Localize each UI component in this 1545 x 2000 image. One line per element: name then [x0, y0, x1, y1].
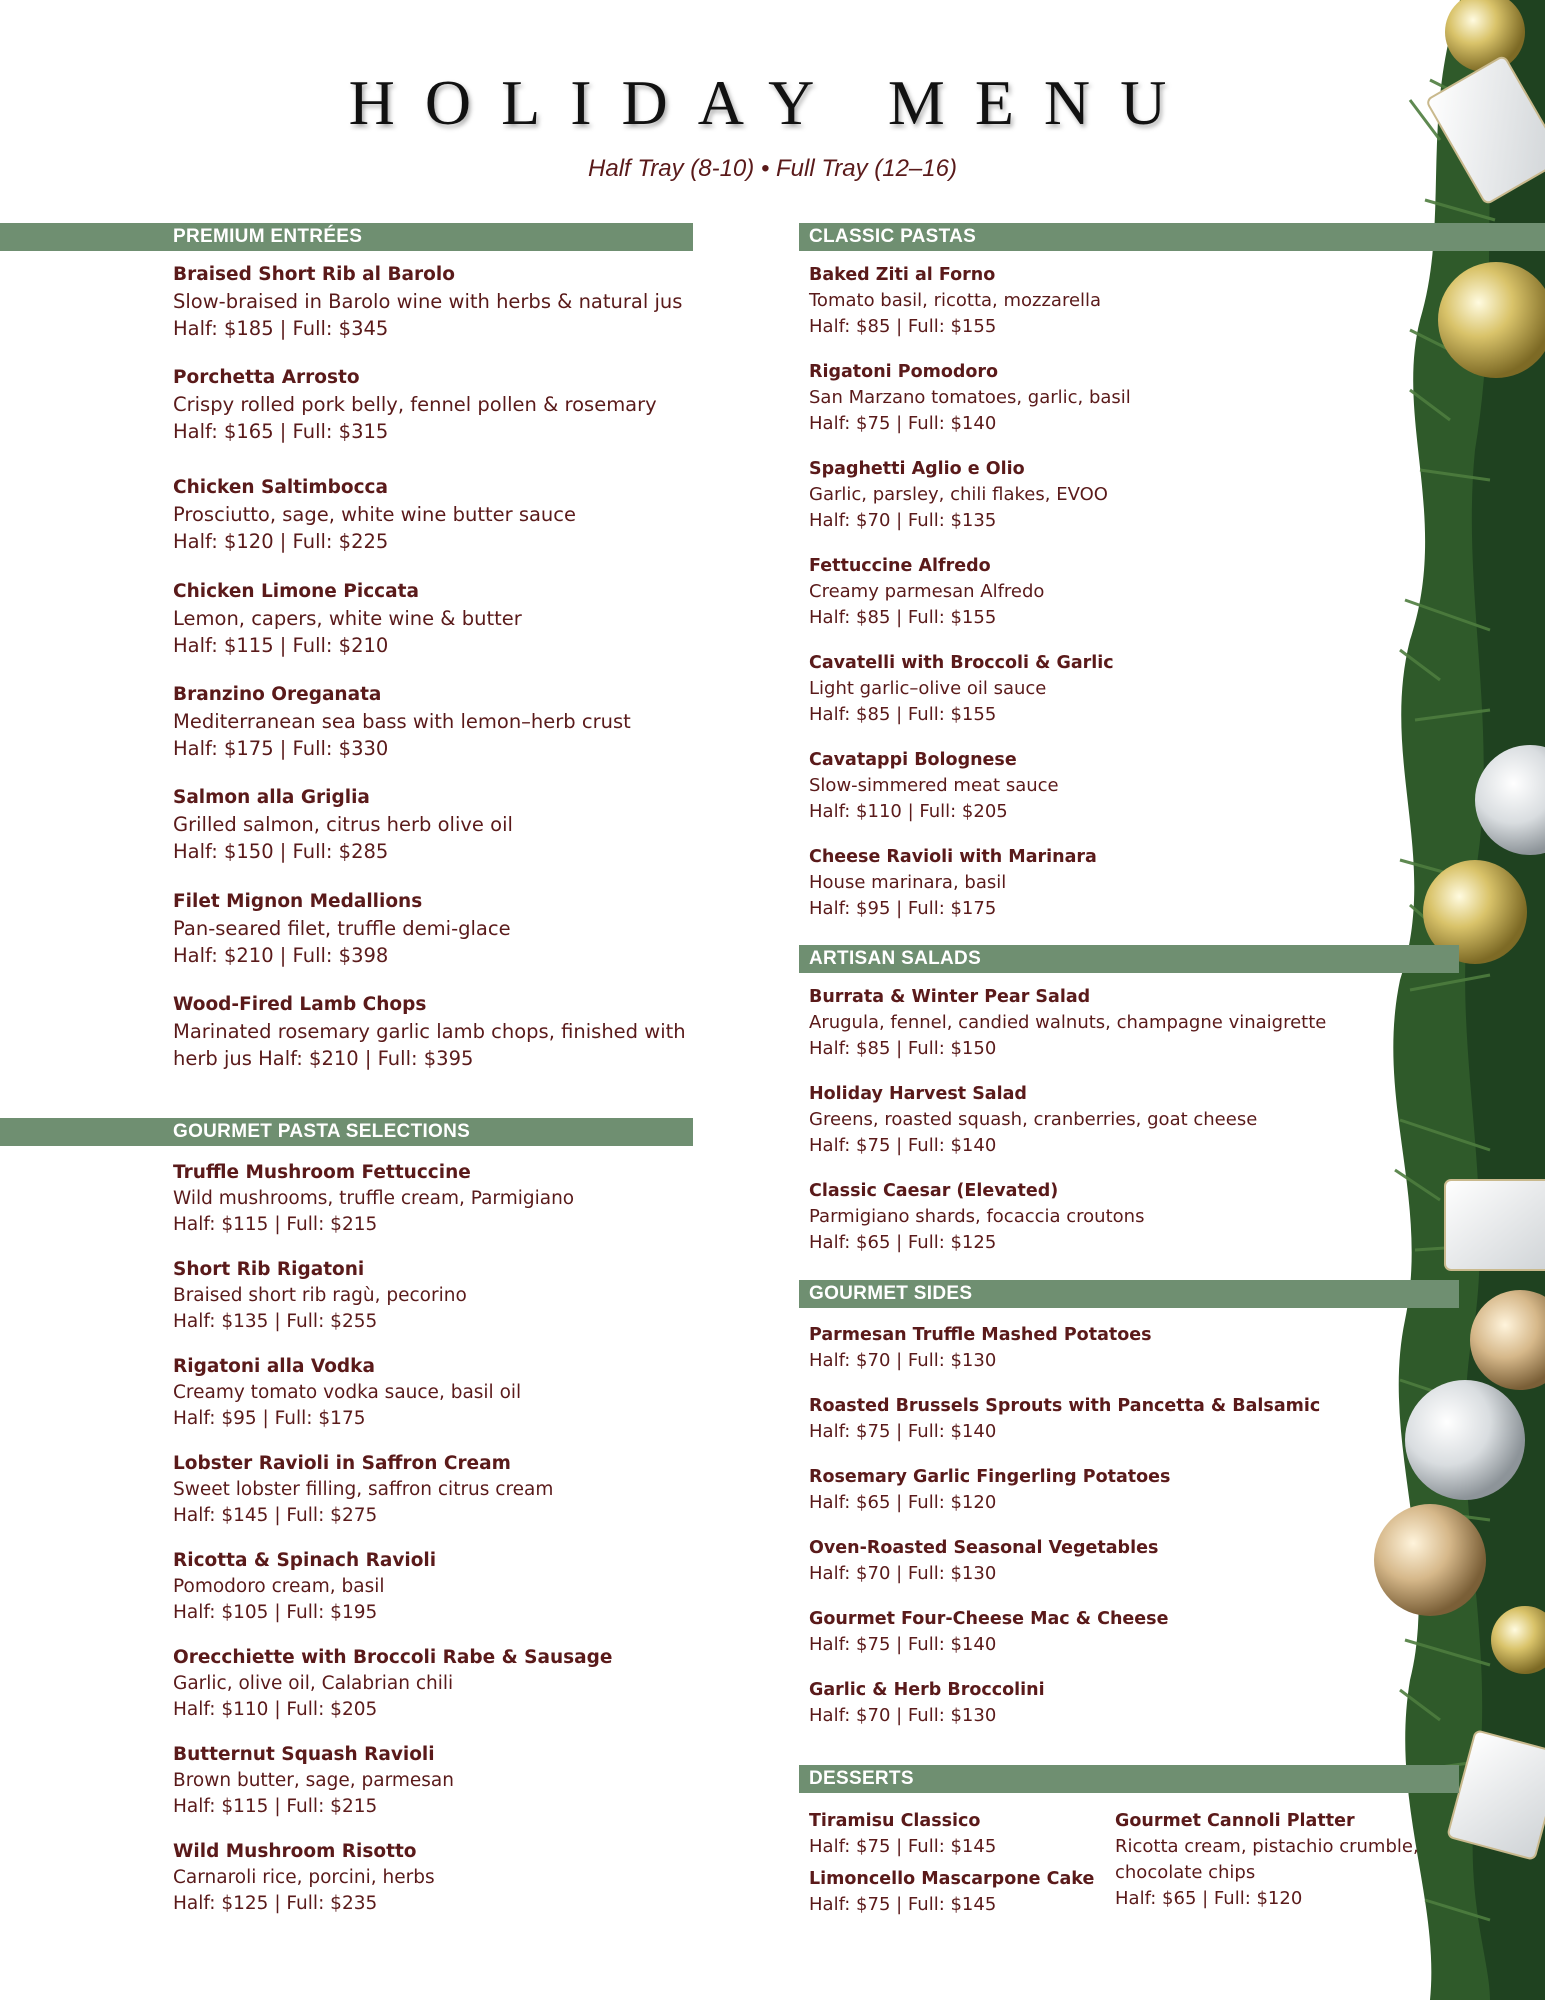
item-price: Half: $75 | Full: $140: [809, 413, 997, 434]
menu-item: [809, 1866, 1094, 1918]
item-name: Oven-Roasted Seasonal Vegetables: [809, 1538, 1159, 1558]
item-price: Half: $120 | Full: $225: [173, 530, 389, 553]
item-price: Half: $65 | Full: $120: [809, 1492, 997, 1513]
section-header-desserts: [799, 1765, 1459, 1793]
item-price: Half: $135 | Full: $255: [173, 1311, 378, 1332]
menu-item: [809, 1535, 1158, 1587]
item-description: Crispy rolled pork belly, fennel pollen & rosemary: [173, 393, 657, 416]
item-price: Half: $175 | Full: $330: [173, 737, 389, 760]
item-name: Wild Mushroom Risotto: [173, 1841, 417, 1862]
item-description: Garlic, olive oil, Calabrian chili: [173, 1673, 454, 1694]
item-description: Creamy tomato vodka sauce, basil oil: [173, 1382, 522, 1403]
item-price: Half: $105 | Full: $195: [173, 1602, 378, 1623]
menu-item: [809, 262, 1101, 340]
item-price: Half: $75 | Full: $145: [809, 1836, 997, 1857]
item-price: Half: $110 | Full: $205: [809, 801, 1008, 822]
item-description: Light garlic–olive oil sauce: [809, 678, 1047, 699]
item-name: Lobster Ravioli in Saffron Cream: [173, 1453, 511, 1474]
menu-item: [809, 1322, 1152, 1374]
item-description: San Marzano tomatoes, garlic, basil: [809, 387, 1131, 408]
item-name: Truffle Mushroom Fettuccine: [173, 1162, 471, 1183]
menu-item: [809, 747, 1059, 825]
item-name: Short Rib Rigatoni: [173, 1259, 365, 1280]
item-name: Rosemary Garlic Fingerling Potatoes: [809, 1467, 1171, 1487]
menu-item: [809, 1081, 1257, 1159]
item-price: Half: $185 | Full: $345: [173, 317, 389, 340]
item-description: chocolate chips: [1115, 1862, 1256, 1883]
item-description: Creamy parmesan Alfredo: [809, 581, 1045, 602]
menu-item: [809, 1464, 1170, 1516]
item-name: Branzino Oreganata: [173, 684, 382, 705]
section-header-classic-pastas: [799, 223, 1545, 251]
item-price: Half: $70 | Full: $130: [809, 1563, 997, 1584]
item-description: Parmigiano shards, focaccia croutons: [809, 1206, 1145, 1227]
item-price: Half: $85 | Full: $155: [809, 704, 997, 725]
menu-item: [809, 1606, 1168, 1658]
item-name: Classic Caesar (Elevated): [809, 1181, 1059, 1201]
item-description: Wild mushrooms, truffle cream, Parmigiano: [173, 1188, 575, 1209]
item-name: Garlic & Herb Broccolini: [809, 1680, 1045, 1700]
item-name: Braised Short Rib al Barolo: [173, 264, 455, 285]
item-description: Slow-simmered meat sauce: [809, 775, 1059, 796]
item-name: Ricotta & Spinach Ravioli: [173, 1550, 437, 1571]
item-name: Rigatoni Pomodoro: [809, 362, 999, 382]
menu-subtitle: Half Tray (8-10) • Full Tray (12–16): [588, 155, 957, 182]
item-name: Baked Ziti al Forno: [809, 265, 996, 285]
menu-item: [809, 984, 1326, 1062]
section-heading-text: DESSERTS: [809, 1768, 914, 1789]
menu-item: [809, 359, 1131, 437]
item-price: Half: $70 | Full: $135: [809, 510, 997, 531]
item-description: Pan-seared filet, truffle demi-glace: [173, 917, 511, 940]
section-heading-text: ARTISAN SALADS: [809, 948, 982, 969]
item-name: Gourmet Four-Cheese Mac & Cheese: [809, 1609, 1169, 1629]
item-name: Parmesan Truffle Mashed Potatoes: [809, 1325, 1152, 1345]
item-name: Wood-Fired Lamb Chops: [173, 994, 427, 1015]
menu-item: [1115, 1808, 1419, 1912]
item-name: Porchetta Arrosto: [173, 367, 360, 388]
menu-item: [809, 1178, 1144, 1256]
section-heading-text: CLASSIC PASTAS: [809, 226, 977, 247]
item-description: Marinated rosemary garlic lamb chops, finished with: [173, 1020, 686, 1043]
item-description: Braised short rib ragù, pecorino: [173, 1285, 467, 1306]
item-description: Brown butter, sage, parmesan: [173, 1770, 454, 1791]
item-price: Half: $75 | Full: $140: [809, 1135, 997, 1156]
item-price: Half: $75 | Full: $140: [809, 1421, 997, 1442]
item-price: Half: $110 | Full: $205: [173, 1699, 378, 1720]
item-name: Cheese Ravioli with Marinara: [809, 847, 1097, 867]
item-name: Spaghetti Aglio e Olio: [809, 459, 1025, 479]
menu-item: [809, 650, 1114, 728]
item-name: Gourmet Cannoli Platter: [1115, 1811, 1355, 1831]
item-name: Salmon alla Griglia: [173, 787, 370, 808]
item-name: Holiday Harvest Salad: [809, 1084, 1027, 1104]
item-name: Filet Mignon Medallions: [173, 891, 423, 912]
item-price: Half: $85 | Full: $150: [809, 1038, 997, 1059]
item-price: Half: $115 | Full: $215: [173, 1214, 378, 1235]
item-name: Tiramisu Classico: [809, 1811, 981, 1831]
item-price: Half: $65 | Full: $125: [809, 1232, 997, 1253]
item-price: Half: $85 | Full: $155: [809, 316, 997, 337]
section-header-artisan-salads: [799, 945, 1459, 973]
menu-item: [809, 844, 1097, 922]
item-name: Butternut Squash Ravioli: [173, 1744, 435, 1765]
item-name: Cavatappi Bolognese: [809, 750, 1017, 770]
item-description: Slow-braised in Barolo wine with herbs & natural jus: [173, 290, 683, 313]
item-price: Half: $75 | Full: $140: [809, 1634, 997, 1655]
item-description: House marinara, basil: [809, 872, 1007, 893]
item-price: Half: $145 | Full: $275: [173, 1505, 378, 1526]
menu-item: [809, 1677, 1045, 1729]
item-description: Lemon, capers, white wine & butter: [173, 607, 522, 630]
section-heading-text: GOURMET SIDES: [809, 1283, 973, 1304]
item-price: Half: $70 | Full: $130: [809, 1350, 997, 1371]
item-name: Burrata & Winter Pear Salad: [809, 987, 1091, 1007]
item-price: Half: $150 | Full: $285: [173, 840, 389, 863]
section-header-gourmet-sides: [799, 1280, 1459, 1308]
item-description: Tomato basil, ricotta, mozzarella: [809, 290, 1102, 311]
item-description: Greens, roasted squash, cranberries, goat cheese: [809, 1109, 1258, 1130]
item-description: Garlic, parsley, chili flakes, EVOO: [809, 484, 1108, 505]
section-heading-text: PREMIUM ENTRÉES: [173, 226, 363, 247]
item-description: Grilled salmon, citrus herb olive oil: [173, 813, 513, 836]
item-name: Rigatoni alla Vodka: [173, 1356, 375, 1377]
item-price: Half: $115 | Full: $215: [173, 1796, 378, 1817]
item-price: Half: $65 | Full: $120: [1115, 1888, 1303, 1909]
section-heading-text: GOURMET PASTA SELECTIONS: [173, 1121, 471, 1142]
item-description: Arugula, fennel, candied walnuts, champagne vinaigrette: [809, 1012, 1327, 1033]
item-price: Half: $75 | Full: $145: [809, 1894, 997, 1915]
item-price: Half: $165 | Full: $315: [173, 420, 389, 443]
item-name: Limoncello Mascarpone Cake: [809, 1869, 1095, 1889]
item-description: Sweet lobster filling, saffron citrus cream: [173, 1479, 554, 1500]
menu-item: [809, 1393, 1320, 1445]
item-name: Chicken Limone Piccata: [173, 581, 419, 602]
menu-item: [809, 456, 1108, 534]
item-description: Carnaroli rice, porcini, herbs: [173, 1867, 435, 1888]
item-price: Half: $115 | Full: $210: [173, 634, 389, 657]
item-description: Ricotta cream, pistachio crumble,: [1115, 1836, 1419, 1857]
item-price: Half: $210 | Full: $398: [173, 944, 389, 967]
item-description: Prosciutto, sage, white wine butter sauce: [173, 503, 577, 526]
item-description: Mediterranean sea bass with lemon–herb crust: [173, 710, 631, 733]
item-price: Half: $95 | Full: $175: [173, 1408, 366, 1429]
menu-title: HOLIDAY MENU: [348, 67, 1197, 138]
item-price: Half: $95 | Full: $175: [809, 898, 997, 919]
item-description: Pomodoro cream, basil: [173, 1576, 385, 1597]
item-price: Half: $125 | Full: $235: [173, 1893, 378, 1914]
item-name: Roasted Brussels Sprouts with Pancetta & Balsamic: [809, 1396, 1321, 1416]
item-price: Half: $70 | Full: $130: [809, 1705, 997, 1726]
item-name: Chicken Saltimbocca: [173, 477, 388, 498]
menu-item: [809, 1808, 996, 1860]
item-name: Orecchiette with Broccoli Rabe & Sausage: [173, 1647, 613, 1668]
item-price: herb jus Half: $210 | Full: $395: [173, 1047, 474, 1070]
item-name: Cavatelli with Broccoli & Garlic: [809, 653, 1114, 673]
menu-item: [809, 553, 1044, 631]
item-price: Half: $85 | Full: $155: [809, 607, 997, 628]
item-name: Fettuccine Alfredo: [809, 556, 991, 576]
